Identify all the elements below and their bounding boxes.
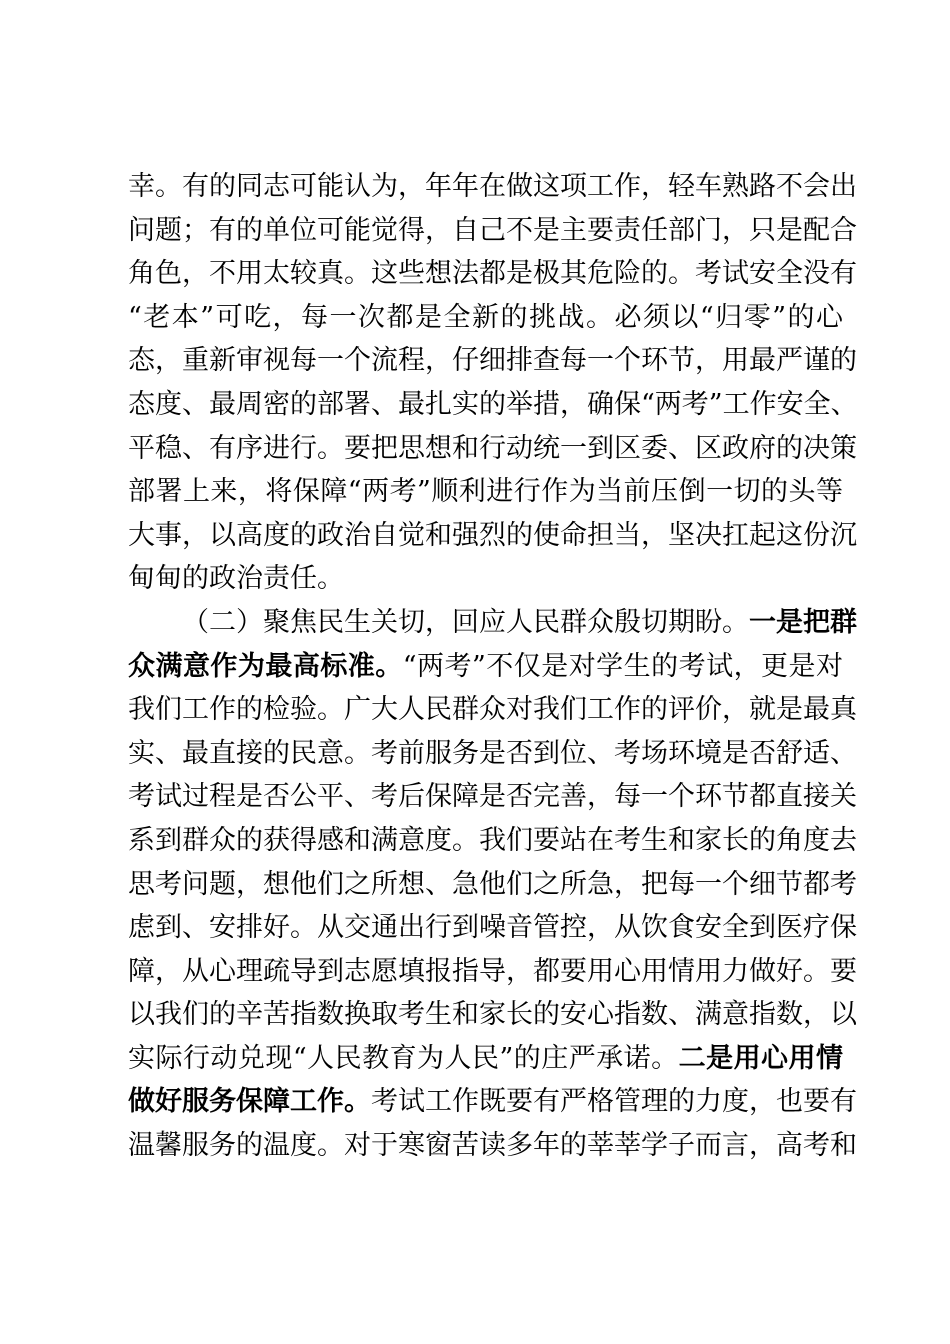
- text-segment: 我们工作的检验。广大人民群众对我们工作的评价，就是最真: [128, 694, 857, 726]
- text-segment: 以我们的辛苦指数换取考生和家长的安心指数、满意指数，以: [128, 999, 857, 1031]
- section-heading-line: [128, 601, 857, 645]
- text-segment: 考试过程是否公平、考后保障是否完善，每一个环节都直接关: [128, 781, 857, 813]
- bold-point-label: 做好服务保障工作。: [128, 1086, 371, 1118]
- bold-point-label: 一是把群: [749, 606, 857, 638]
- text-line: [128, 296, 843, 340]
- text-segment: 实、最直接的民意。考前服务是否到位、考场环境是否舒适、: [128, 737, 857, 769]
- text-segment: 甸甸的政治责任。: [128, 563, 344, 595]
- text-line: [128, 645, 843, 689]
- text-line: [128, 209, 857, 253]
- text-segment: 态度、最周密的部署、最扎实的举措，确保“两考”工作安全、: [128, 388, 858, 420]
- text-line: [128, 1037, 843, 1081]
- text-line: [128, 1124, 857, 1168]
- text-segment: 温馨服务的温度。对于寒窗苦读多年的莘莘学子而言，高考和: [128, 1130, 857, 1162]
- text-line: [128, 427, 857, 471]
- text-line: [128, 557, 843, 601]
- text-segment: 系到群众的获得感和满意度。我们要站在考生和家长的角度去: [128, 824, 857, 856]
- text-segment: 问题；有的单位可能觉得，自己不是主要责任部门，只是配合: [128, 214, 857, 246]
- text-line: [128, 1080, 857, 1124]
- text-segment: 平稳、有序进行。要把思想和行动统一到区委、区政府的决策: [128, 432, 857, 464]
- text-segment: 大事，以高度的政治自觉和强烈的使命担当，坚决扛起这份沉: [128, 519, 857, 551]
- bold-point-label: 众满意作为最高标准。: [128, 650, 403, 682]
- text-segment: 虑到、安排好。从交通出行到噪音管控，从饮食安全到医疗保: [128, 912, 857, 944]
- text-line: [128, 863, 857, 907]
- text-line: [128, 819, 857, 863]
- bold-point-label: 二是用心用情: [678, 1042, 844, 1074]
- text-segment: “两考”不仅是对学生的考试，更是对: [402, 650, 843, 682]
- text-line: [128, 165, 857, 209]
- text-line: [128, 950, 857, 994]
- text-segment: 态，重新审视每一个流程，仔细排查每一个环节，用最严谨的: [128, 345, 857, 377]
- text-line: [128, 775, 857, 819]
- text-segment: 实际行动兑现“人民教育为人民”的庄严承诺。: [128, 1042, 679, 1074]
- text-line: [128, 688, 857, 732]
- text-line: [128, 906, 857, 950]
- text-segment: 思考问题，想他们之所想、急他们之所急，把每一个细节都考: [128, 868, 857, 900]
- text-line: [128, 383, 858, 427]
- text-line: [128, 993, 857, 1037]
- section-heading: （二）聚焦民生关切，回应人民群众殷切期盼。: [182, 606, 749, 638]
- text-line: [128, 470, 843, 514]
- text-line: [128, 732, 857, 776]
- text-line: [128, 339, 857, 383]
- text-segment: “老本”可吃，每一次都是全新的挑战。必须以“归零”的心: [128, 301, 843, 333]
- text-segment: 幸。有的同志可能认为，年年在做这项工作，轻车熟路不会出: [128, 171, 857, 202]
- text-segment: 障，从心理疏导到志愿填报指导，都要用心用情用力做好。要: [128, 955, 857, 987]
- text-line: [128, 514, 857, 558]
- text-line: [128, 252, 857, 296]
- text-segment: 部署上来，将保障“两考”顺利进行作为当前压倒一切的头等: [128, 476, 843, 508]
- text-segment: 角色，不用太较真。这些想法都是极其危险的。考试安全没有: [128, 258, 857, 290]
- text-segment: 考试工作既要有严格管理的力度，也要有: [371, 1086, 857, 1118]
- body-text: [128, 165, 858, 1168]
